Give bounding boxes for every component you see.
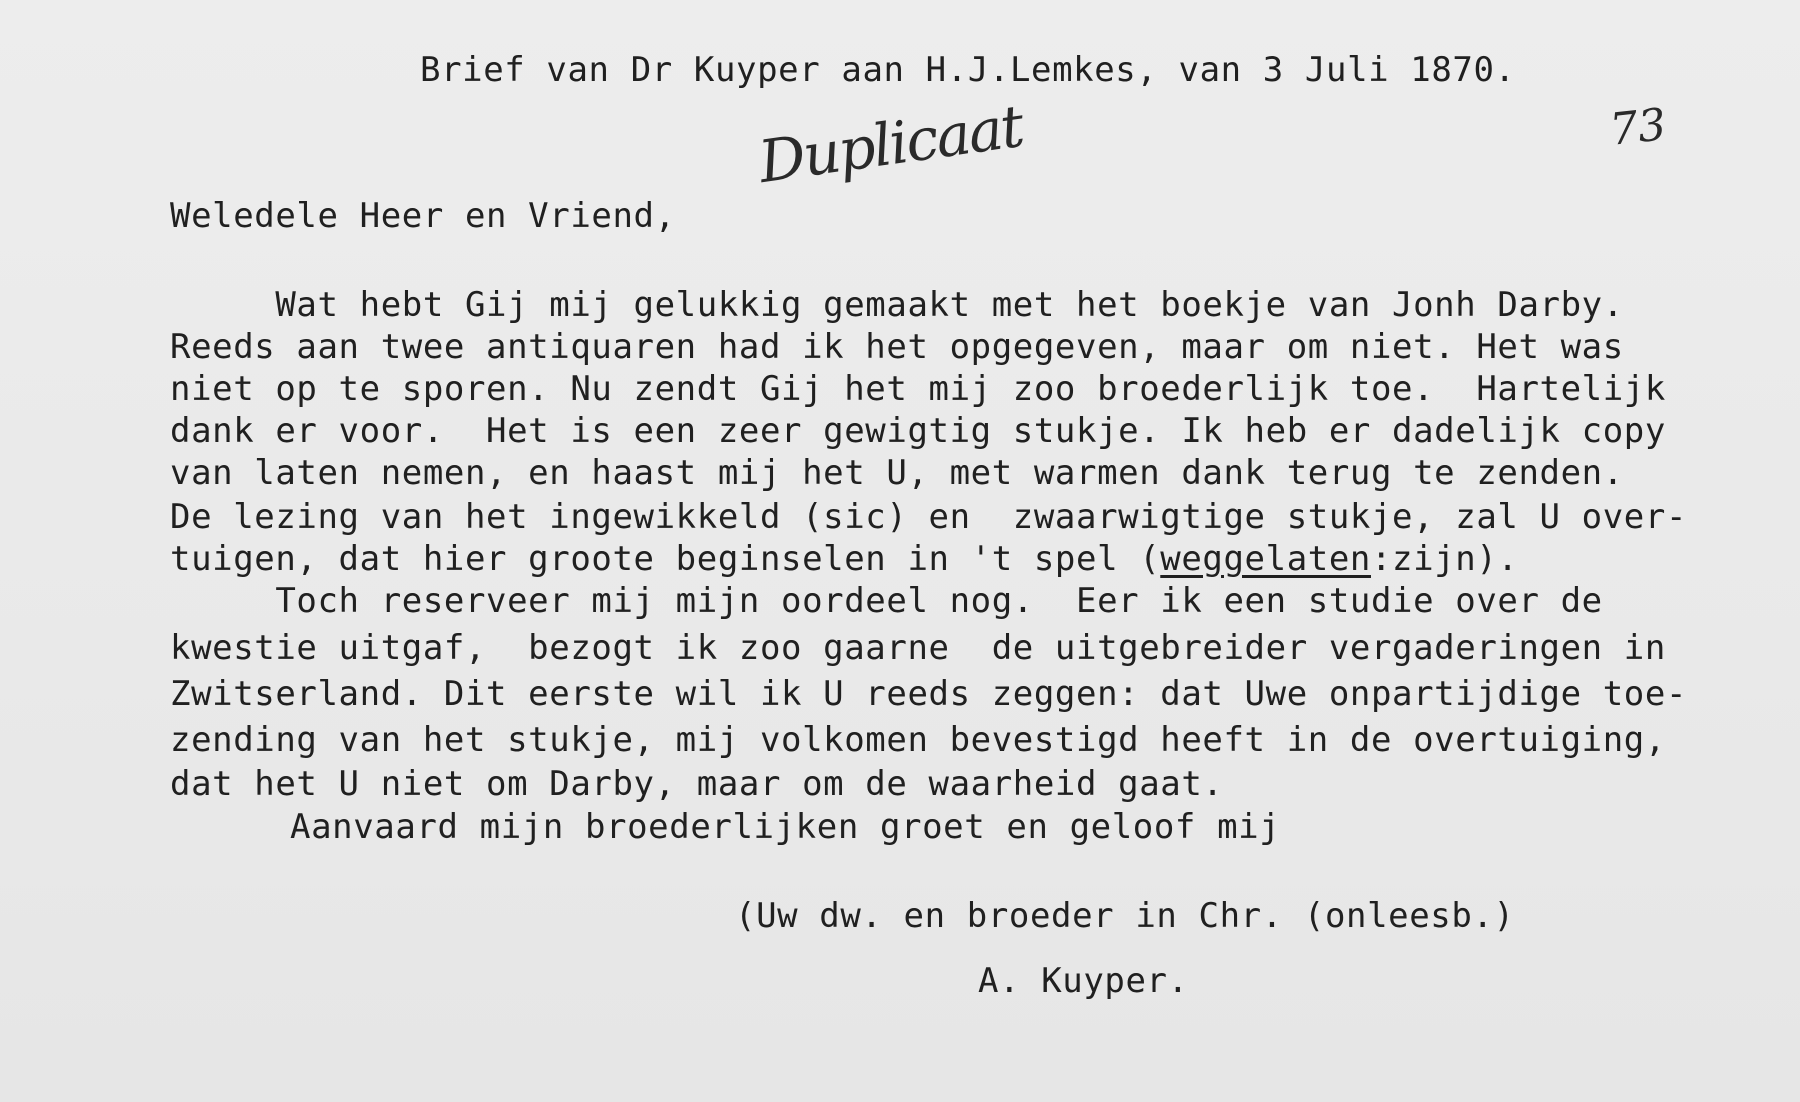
body-line: Wat hebt Gij mij gelukkig gemaakt met het boekje van Jonh Darby.: [170, 285, 1624, 325]
signature-name: A. Kuyper.: [978, 961, 1189, 1001]
signature-line: (Uw dw. en broeder in Chr. (onleesb.): [735, 896, 1515, 936]
handwritten-duplicaat-annotation: Duplicaat: [754, 91, 1027, 197]
body-line: kwestie uitgaf, bezogt ik zoo gaarne de uitgebreider vergaderingen in: [170, 628, 1666, 668]
body-line-end: :zijn).: [1370, 539, 1519, 579]
body-line-start: tuigen, dat hier groote beginselen in 't spel (: [170, 539, 1161, 579]
body-line: De lezing van het ingewikkeld (sic) en zwaarwigtige stukje, zal U over-: [170, 497, 1688, 537]
handwritten-page-number: 73: [1607, 99, 1669, 156]
body-line: Reeds aan twee antiquaren had ik het opgegeven, maar om niet. Het was: [170, 327, 1624, 367]
salutation: Weledele Heer en Vriend,: [170, 196, 676, 236]
body-line: van laten nemen, en haast mij het U, met warmen dank terug te zenden.: [170, 453, 1624, 493]
body-line: Zwitserland. Dit eerste wil ik U reeds zeggen: dat Uwe onpartijdige toe-: [170, 674, 1688, 714]
letter-heading: Brief van Dr Kuyper aan H.J.Lemkes, van 3 Juli 1870.: [420, 50, 1516, 90]
underlined-word: weggelaten: [1160, 539, 1371, 579]
body-line: zending van het stukje, mij volkomen bevestigd heeft in de overtuiging,: [170, 720, 1666, 760]
body-line: niet op te sporen. Nu zendt Gij het mij zoo broederlijk toe. Hartelijk: [170, 369, 1666, 409]
body-line: dat het U niet om Darby, maar om de waarheid gaat.: [170, 764, 1224, 804]
body-line-with-underline: [170, 539, 1518, 579]
body-line: Toch reserveer mij mijn oordeel nog. Eer ik een studie over de: [170, 581, 1603, 621]
body-line: dank er voor. Het is een zeer gewigtig stukje. Ik heb er dadelijk copy: [170, 411, 1666, 451]
closing-line: Aanvaard mijn broederlijken groet en geloof mij: [290, 807, 1281, 847]
